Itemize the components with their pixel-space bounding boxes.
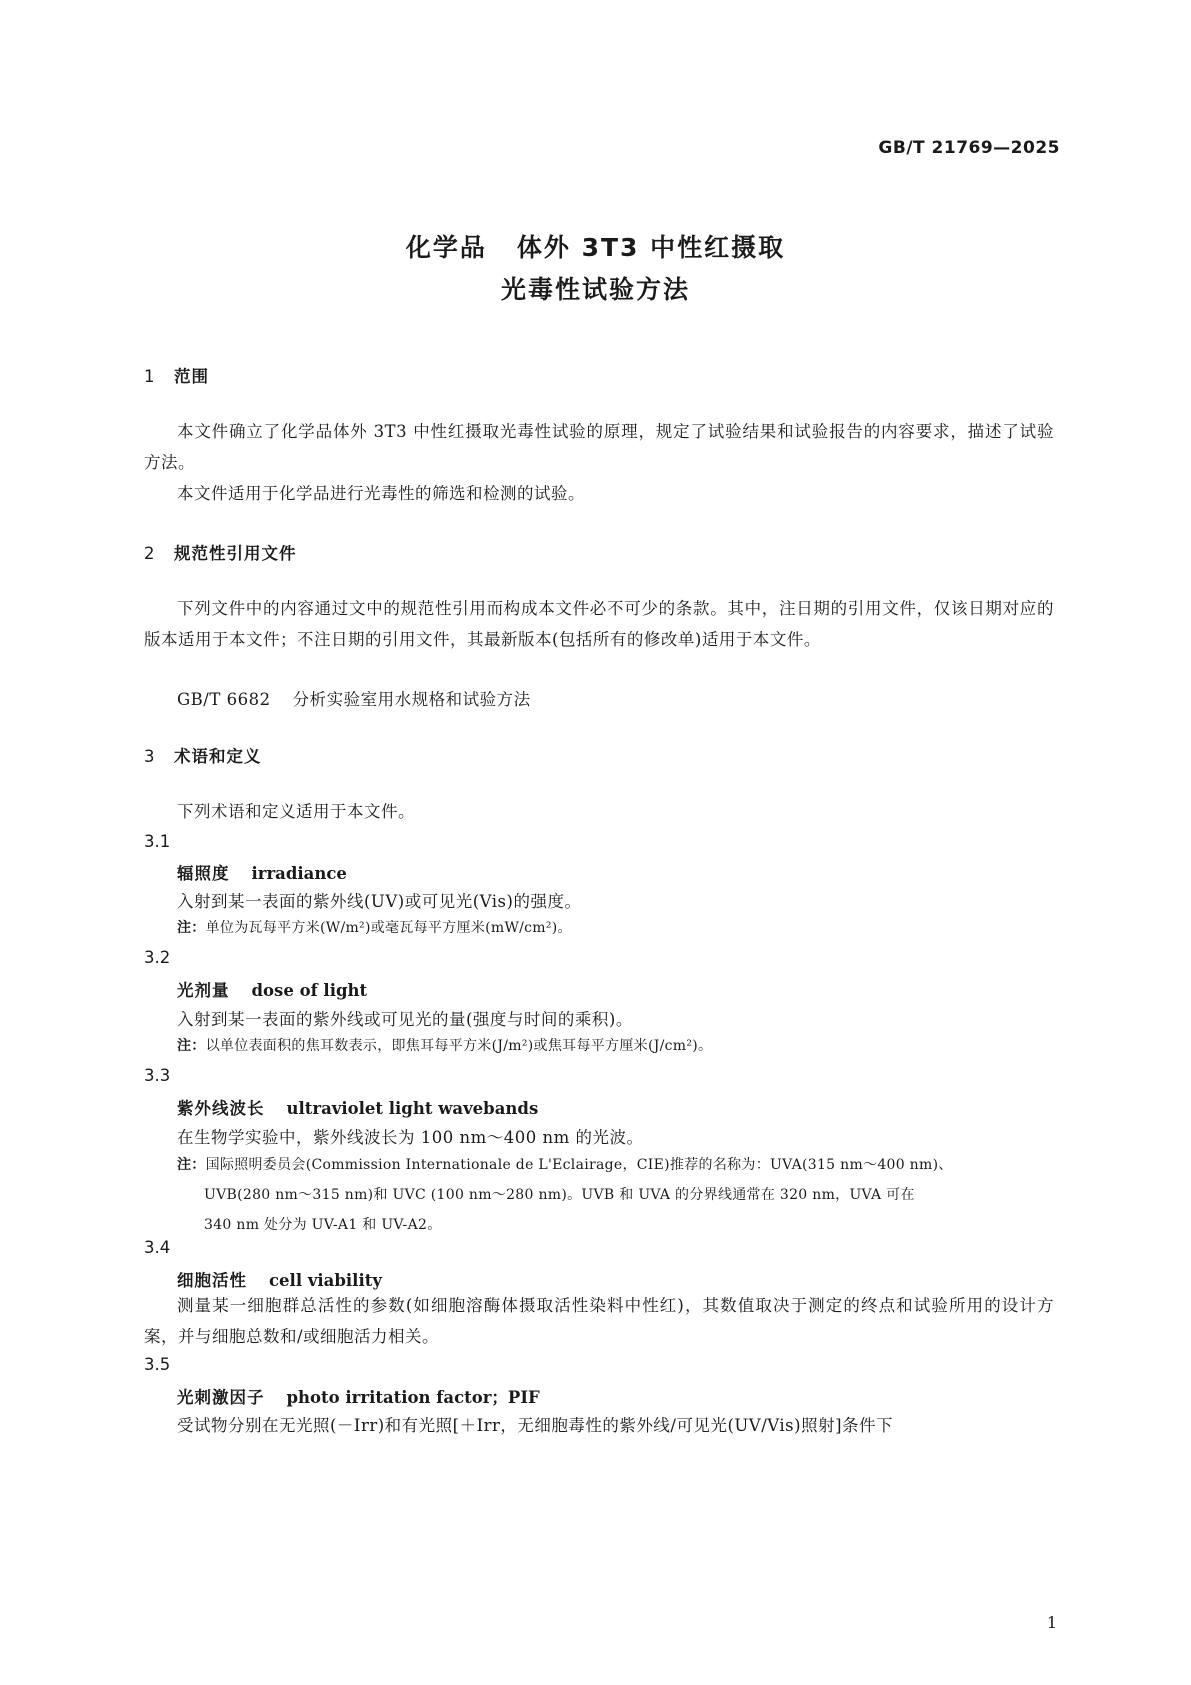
clause-number: 3.1 xyxy=(144,832,171,851)
term-entry xyxy=(177,1384,540,1408)
term-entry xyxy=(177,1095,538,1119)
document-title-line2: 光毒性试验方法 xyxy=(500,275,690,304)
note-text: 单位为瓦每平方米(W/m²)或毫瓦每平方厘米(mW/cm²)。 xyxy=(205,920,572,936)
term-en: ultraviolet light wavebands xyxy=(286,1099,539,1118)
note-text: 国际照明委员会(Commission Internationale de L'Eclairage，CIE)推荐的名称为：UVA(315 nm～400 nm)、 xyxy=(205,1157,953,1173)
section-title: 范围 xyxy=(174,367,209,386)
term-note xyxy=(177,913,1055,943)
term-zh: 紫外线波长 xyxy=(177,1099,265,1118)
note-line: 340 nm 处分为 UV-A1 和 UV-A2。 xyxy=(204,1217,442,1233)
section-title: 规范性引用文件 xyxy=(174,544,297,563)
reference-code: GB/T 6682 xyxy=(177,690,271,709)
note-line xyxy=(177,1150,1055,1180)
document-title-line1 xyxy=(0,228,1191,264)
section-title: 术语和定义 xyxy=(174,747,262,766)
note-label: 注： xyxy=(177,1157,206,1173)
term-definition: 在生物学实验中，紫外线波长为 100 nm～400 nm 的光波。 xyxy=(177,1128,644,1147)
term-note xyxy=(177,1031,1055,1061)
paragraph: 本文件适用于化学品进行光毒性的筛选和检测的试验。 xyxy=(177,484,585,503)
term-zh: 辐照度 xyxy=(177,864,230,883)
term-en: dose of light xyxy=(251,981,368,1000)
page-number: 1 xyxy=(1046,1613,1057,1632)
section-heading-1 xyxy=(144,363,209,387)
section-number: 1 xyxy=(144,367,156,386)
term-entry xyxy=(177,860,347,884)
term-definition: 受试物分别在无光照(－Irr)和有光照[＋Irr，无细胞毒性的紫外线/可见光(UV/Vis)照射]条件下 xyxy=(177,1416,894,1435)
section-number: 2 xyxy=(144,544,156,563)
clause-number: 3.2 xyxy=(144,948,171,967)
title-part-b: 体外 3T3 中性红摄取 xyxy=(516,233,786,262)
normative-reference xyxy=(177,686,531,710)
clause-number: 3.5 xyxy=(144,1355,171,1374)
term-entry xyxy=(177,977,367,1001)
note-label: 注： xyxy=(177,920,206,936)
clause-number: 3.3 xyxy=(144,1066,171,1085)
term-zh: 光刺激因子 xyxy=(177,1388,265,1407)
term-definition: 入射到某一表面的紫外线或可见光的量(强度与时间的乘积)。 xyxy=(177,1010,633,1029)
term-definition: 入射到某一表面的紫外线(UV)或可见光(Vis)的强度。 xyxy=(177,892,582,911)
section-heading-3 xyxy=(144,743,262,767)
term-note xyxy=(177,1150,1055,1240)
note-line: UVB(280 nm～315 nm)和 UVC (100 nm～280 nm)。UVB 和 UVA 的分界线通常在 320 nm，UVA 可在 xyxy=(204,1187,915,1203)
paragraph: 下列文件中的内容通过文中的规范性引用而构成本文件必不可少的条款。其中，注日期的引用文件，仅该日期对应的版本适用于本文件；不注日期的引用文件，其最新版本(包括所有的修改单)适用于本文件。 xyxy=(144,599,1054,649)
term-en: irradiance xyxy=(251,864,347,883)
note-text: 以单位表面积的焦耳数表示，即焦耳每平方米(J/m²)或焦耳每平方厘米(J/cm²)。 xyxy=(205,1038,713,1054)
paragraph: 本文件确立了化学品体外 3T3 中性红摄取光毒性试验的原理，规定了试验结果和试验报告的内容要求，描述了试验方法。 xyxy=(144,422,1054,472)
term-zh: 细胞活性 xyxy=(177,1271,247,1290)
title-part-a: 化学品 xyxy=(405,233,487,262)
term-en: photo irritation factor；PIF xyxy=(286,1388,540,1407)
reference-title: 分析实验室用水规格和试验方法 xyxy=(292,690,531,709)
term-zh: 光剂量 xyxy=(177,981,230,1000)
section-heading-2 xyxy=(144,540,297,564)
section-intro: 下列术语和定义适用于本文件。 xyxy=(177,802,415,821)
term-definition: 测量某一细胞群总活性的参数(如细胞溶酶体摄取活性染料中性红)，其数值取决于测定的终点和试验所用的设计方案，并与细胞总数和/或细胞活力相关。 xyxy=(144,1296,1054,1346)
term-en: cell viability xyxy=(269,1271,382,1290)
term-entry xyxy=(177,1267,382,1291)
section-number: 3 xyxy=(144,747,156,766)
note-label: 注： xyxy=(177,1038,206,1054)
clause-number: 3.4 xyxy=(144,1238,171,1257)
standard-code: GB/T 21769—2025 xyxy=(878,138,1060,158)
